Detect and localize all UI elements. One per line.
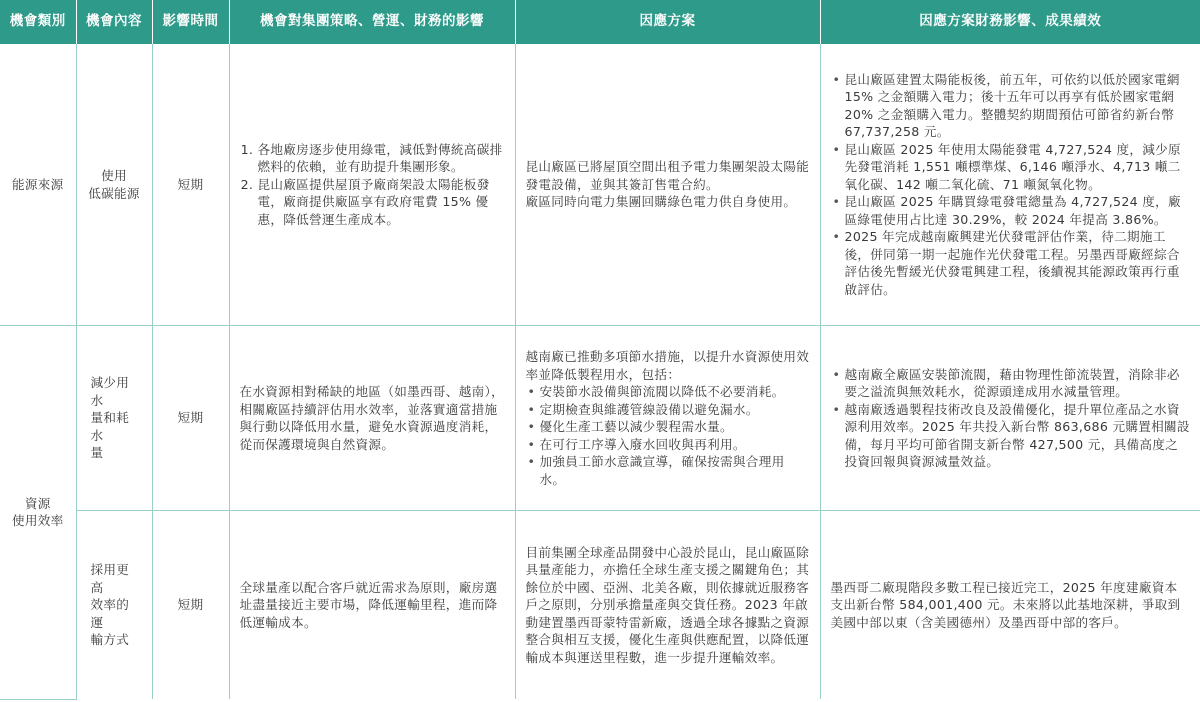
response-intro: 越南廠已推動多項節水措施，以提升水資源使用效率並降低製程用水，包括：: [525, 349, 810, 382]
results-item: • 越南廠全廠區安裝節流閥，藉由物理性節流裝置，消除非必要之溢流與無效耗水，從源頭達成用水減量管理。: [831, 366, 1191, 401]
results-item: • 昆山廠區 2025 年購買綠電發電總量為 4,727,524 度，廠區綠電使用占比達 30.29%，較 2024 年提高 3.86%。: [831, 193, 1191, 228]
response-cell: [515, 326, 820, 511]
response-item: • 安裝節水設備與節流閥以降低不必要消耗。: [526, 383, 810, 401]
response-item: • 加強員工節水意識宣導，確保按需與合理用水。: [526, 453, 810, 488]
impact-cell: [229, 511, 515, 700]
content-cell: [76, 326, 152, 511]
time-label: 短期: [177, 410, 204, 426]
results-cell: [820, 511, 1200, 700]
impact-cell: [229, 44, 515, 326]
response-text: 目前集團全球產品開發中心設於昆山，昆山廠區除具量產能力，亦擔任全球生產支援之關鍵角色；其餘位於中國、亞洲、北美各廠，則依據就近服務客戶之原則，分別承擔量產與交貨任務。2023 年啟動建置墨西哥蒙特雷新廠，透過全球各據點之資源整合與相互支援，優化生產與供應配置，以降低運輸成本與運送里程數，進一步提升運輸效率。: [525, 544, 810, 665]
response-item: • 優化生產工藝以減少製程需水量。: [526, 418, 810, 436]
table-header-row: [0, 0, 1200, 44]
content-label: 使用 低碳能源: [88, 168, 140, 201]
results-list: [831, 71, 1191, 299]
table-row: [0, 511, 1200, 700]
results-item: • 越南廠透過製程技術改良及設備優化，提升單位產品之水資源利用效率。2025 年共投入新台幣 863,686 元購置相關設備，每月平均可節省開支新台幣 427,500 元，具備高度之投資回報與資源減量效益。: [831, 401, 1191, 471]
header-time: 影響時間: [152, 0, 229, 44]
response-cell: [515, 511, 820, 700]
table-row: [0, 326, 1200, 511]
results-list: [831, 366, 1191, 471]
category-label: 資源 使用效率: [11, 495, 64, 529]
header-category: 機會類別: [0, 0, 76, 44]
response-cell: [515, 44, 820, 326]
impact-cell: [229, 326, 515, 511]
header-content: 機會內容: [76, 0, 152, 44]
impact-text: 在水資源相對稀缺的地區（如墨西哥、越南），相關廠區持續評估用水效率，並落實適當措施與行動以降低用水量，避免水資源過度消耗，從而保護環境與自然資源。: [239, 384, 504, 452]
results-item: • 昆山廠區 2025 年使用太陽能發電 4,727,524 度，減少原先發電消耗 1,551 噸標準煤、6,146 噸淨水、4,713 噸二氧化碳、142 噸二氧化硫、71 噸氮氧化物。: [831, 141, 1191, 194]
content-cell: [76, 511, 152, 700]
results-item: • 2025 年完成越南廠興建光伏發電評估作業，待二期施工後，併同第一期一起施作光伏發電工程。另墨西哥廠經綜合評估後先暫緩光伏發電興建工程，後續視其能源政策再行重啟評估。: [831, 228, 1191, 298]
response-text: 昆山廠區已將屋頂空間出租予電力集團架設太陽能發電設備，並與其簽訂售電合約。 廠區同時向電力集團回購綠色電力供自身使用。: [525, 159, 810, 210]
content-cell: [76, 44, 152, 326]
time-cell: [152, 511, 229, 700]
header-results: 因應方案財務影響、成果績效: [820, 0, 1200, 44]
impact-list: [240, 141, 505, 229]
time-cell: [152, 44, 229, 326]
results-text: 墨西哥二廠現階段多數工程已接近完工，2025 年度建廠資本支出新台幣 584,001,400 元。未來將以此基地深耕，爭取到美國中部以東（含美國德州）及墨西哥中部的客戶。: [830, 579, 1181, 630]
response-item: • 定期檢查與維護管線設備以避免漏水。: [526, 401, 810, 419]
results-cell: [820, 44, 1200, 326]
response-list: [526, 383, 810, 488]
impact-item: 2. 昆山廠區提供屋頂予廠商架設太陽能板發電，廠商提供廠區享有政府電費 15% 優惠，降低營運生產成本。: [258, 176, 505, 229]
results-item: • 昆山廠區建置太陽能板後，前五年，可依約以低於國家電網 15% 之金額購入電力；後十五年可以再享有低於國家電網 20% 之金額購入電力。整體契約期間預估可節省約新台幣 67,737,258 元。: [831, 71, 1191, 141]
impact-text: 全球量產以配合客戶就近需求為原則，廠房選址盡量接近主要市場，降低運輸里程，進而降低運輸成本。: [239, 579, 498, 630]
header-impact: 機會對集團策略、營運、財務的影響: [229, 0, 515, 44]
content-label: 減少用水 量和耗水 量: [90, 375, 130, 461]
time-label: 短期: [177, 597, 204, 613]
header-response: 因應方案: [515, 0, 820, 44]
results-cell: [820, 326, 1200, 511]
response-item: • 在可行工序導入廢水回收與再利用。: [526, 436, 810, 454]
impact-item: 1. 各地廠房逐步使用綠電，減低對傳統高碳排燃料的依賴，並有助提升集團形象。: [258, 141, 505, 176]
time-label: 短期: [177, 176, 204, 192]
category-cell: [0, 326, 76, 700]
category-cell: [0, 44, 76, 326]
category-label: 能源來源: [11, 176, 64, 192]
time-cell: [152, 326, 229, 511]
table-row: [0, 44, 1200, 326]
content-label: 採用更高 效率的運 輸方式: [90, 562, 130, 648]
